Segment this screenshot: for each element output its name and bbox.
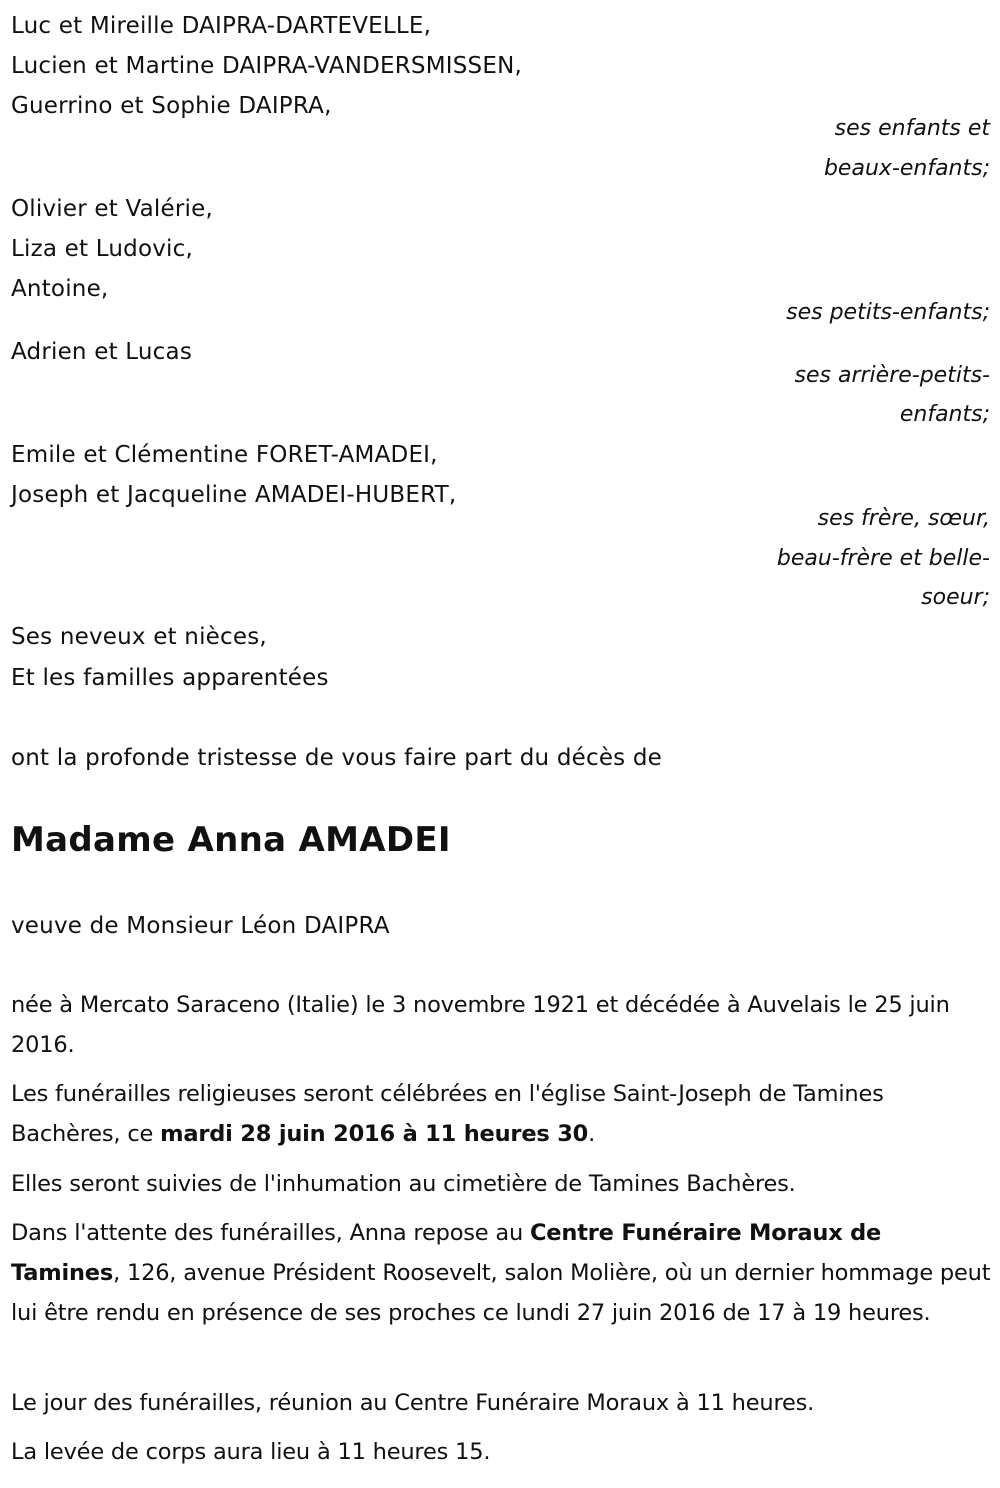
relationship-label: enfants; [899,402,990,427]
family-member-line: Olivier et Valérie, [11,196,213,222]
burial-paragraph: Elles seront suivies de l'inhumation au cimetière de Tamines Bachères. [11,1171,796,1197]
relationship-label: ses enfants et [834,116,990,141]
rest-text: Dans l'attente des funérailles, Anna repose au [11,1220,530,1246]
rest-text-end: , 126, avenue Président Roosevelt, salon Molière, où un dernier hommage peut lui être rendu en présence de ses proches ce lundi 27 juin 2016 de 17 à 19 heures. [11,1260,991,1326]
announcement-intro: ont la profonde tristesse de vous faire part du décès de [11,745,663,771]
relationship-label: beau-frère et belle- [776,546,990,571]
birth-death-paragraph: née à Mercato Saraceno (Italie) le 3 novembre 1921 et décédée à Auvelais le 25 juin 2016. [11,992,950,1058]
family-member-line: Emile et Clémentine FORET-AMADEI, [11,442,438,468]
family-member-line: Ses neveux et nièces, [11,624,267,650]
family-member-line: Guerrino et Sophie DAIPRA, [11,93,332,119]
relationship-label: beaux-enfants; [823,156,990,181]
funeral-home-name: Centre Funéraire Moraux de Tamines [11,1220,882,1286]
family-member-line: Lucien et Martine DAIPRA-VANDERSMISSEN, [11,53,523,79]
funeral-text: Les funérailles religieuses seront célébrées en l'église Saint-Joseph de Tamines Bachères, ce [11,1081,884,1147]
funeral-text-end: . [588,1121,596,1147]
family-member-line: Antoine, [11,276,109,302]
family-member-line: Luc et Mireille DAIPRA-DARTEVELLE, [11,13,432,39]
relationship-label: soeur; [921,585,990,610]
deceased-name: Madame Anna AMADEI [11,820,451,860]
relationship-label: ses frère, sœur, [817,506,990,531]
family-member-line: Et les familles apparentées [11,665,329,691]
funeral-datetime: mardi 28 juin 2016 à 11 heures 30 [160,1121,589,1147]
family-member-line: Liza et Ludovic, [11,236,193,262]
family-member-line: Adrien et Lucas [11,339,193,365]
meeting-paragraph: Le jour des funérailles, réunion au Centre Funéraire Moraux à 11 heures. [11,1390,815,1416]
rest-paragraph [11,1213,991,1333]
relationship-label: ses arrière-petits- [794,363,990,388]
funeral-paragraph [11,1074,991,1154]
removal-paragraph: La levée de corps aura lieu à 11 heures 15. [11,1439,491,1465]
relationship-label: ses petits-enfants; [786,300,990,325]
widow-of-line: veuve de Monsieur Léon DAIPRA [11,913,390,939]
family-member-line: Joseph et Jacqueline AMADEI-HUBERT, [11,482,457,508]
